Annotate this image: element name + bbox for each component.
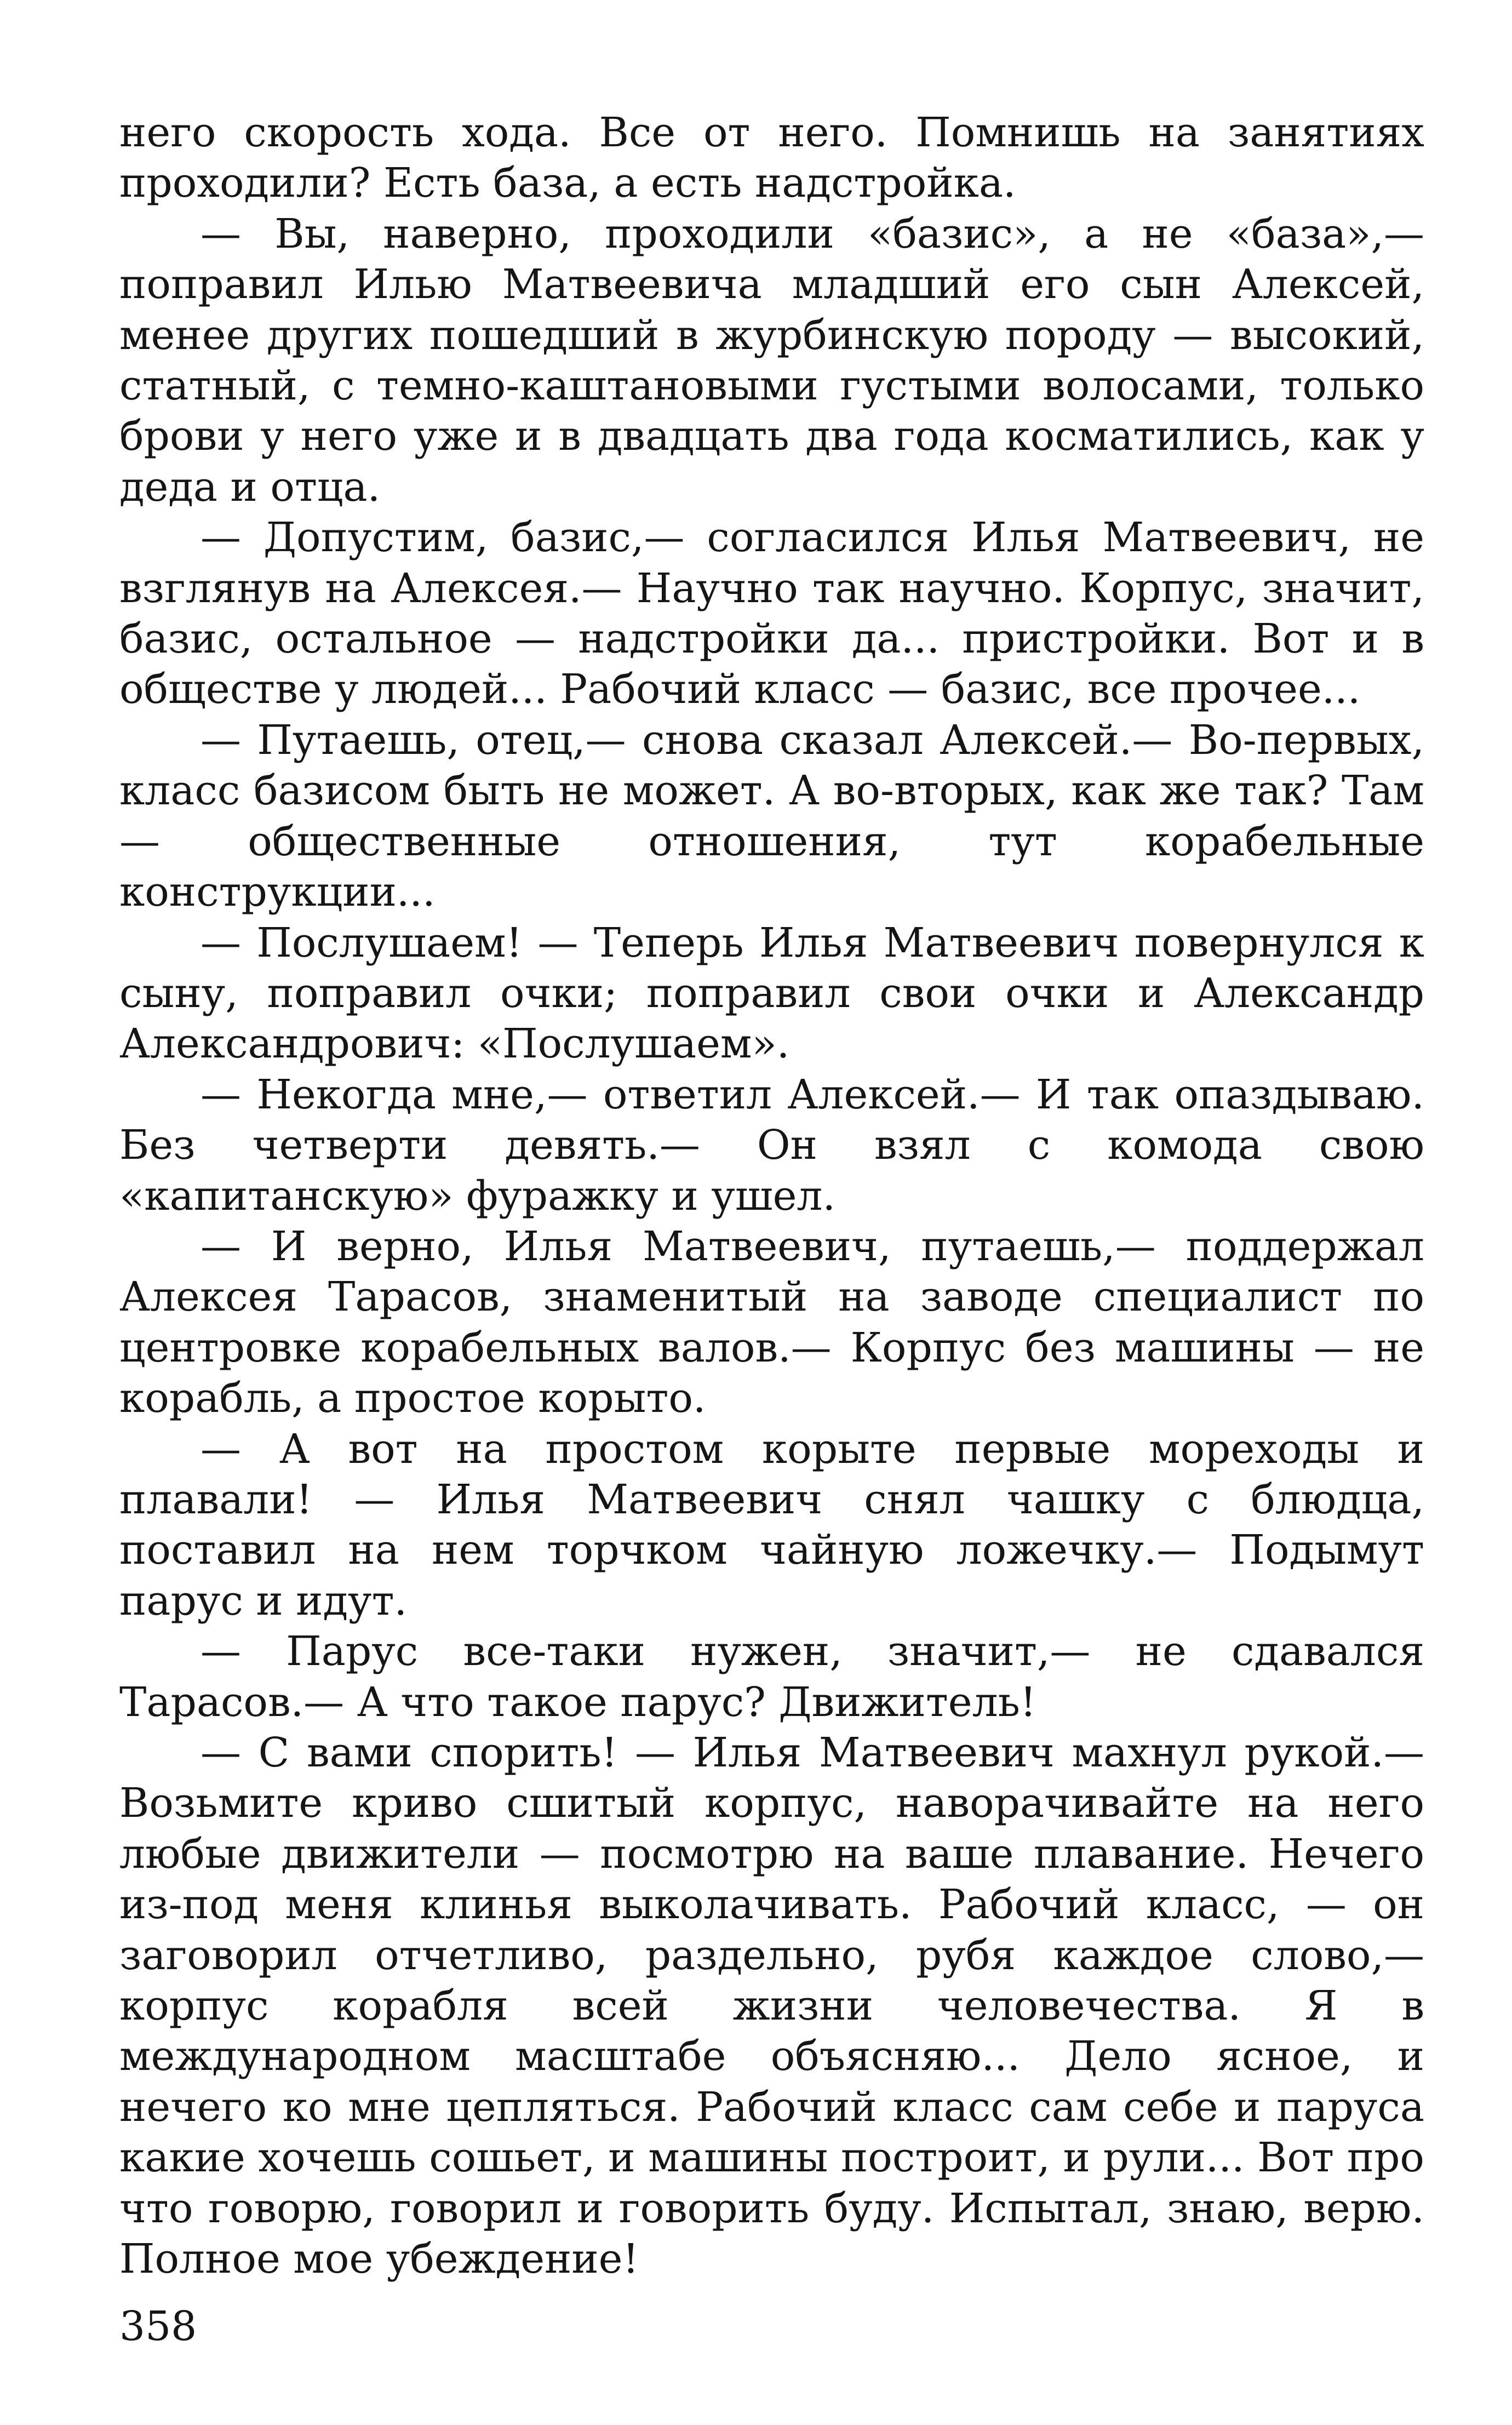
paragraph-dialogue: — Путаешь, отец,— снова сказал Алексей.— Во-первых, класс базисом быть не может. А во-вторых, как же так? Там — общественные отношения, тут корабельные конструкции... bbox=[119, 716, 1424, 916]
paragraph-dialogue: — Некогда мне,— ответил Алексей.— И так опаздываю. Без четверти девять.— Он взял с комода свою «капитанскую» фуражку и ушел. bbox=[119, 1071, 1424, 1220]
paragraph-dialogue: — Послушаем! — Теперь Илья Матвеевич повернулся к сыну, поправил очки; поправил свои очки и Александр Александрович: «Послушаем». bbox=[119, 919, 1424, 1068]
paragraph-dialogue: — А вот на простом корыте первые мореходы и плавали! — Илья Матвеевич снял чашку с блюдца, поставил на нем торчком чайную ложечку.— Подымут парус и идут. bbox=[119, 1425, 1424, 1625]
paragraph-continuation: него скорость хода. Все от него. Помнишь на занятиях проходили? Есть база, а есть надстройка. bbox=[119, 109, 1424, 207]
page-body bbox=[119, 107, 1424, 2284]
paragraph-dialogue: — Парус все-таки нужен, значит,— не сдавался Тарасов.— А что такое парус? Движитель! bbox=[119, 1628, 1424, 1726]
paragraph-dialogue: — Допустим, базис,— согласился Илья Матвеевич, не взглянув на Алексея.— Научно так научно. Корпус, значит, базис, остальное — надстройки да... пристройки. Вот и в обществе у людей... Рабочий класс — базис, все прочее... bbox=[119, 514, 1424, 713]
page-number: 358 bbox=[119, 2303, 197, 2350]
paragraph-dialogue: — И верно, Илья Матвеевич, путаешь,— поддержал Алексея Тарасов, знаменитый на заводе специалист по центровке корабельных валов.— Корпус без машины — не корабль, а простое корыто. bbox=[119, 1222, 1424, 1422]
paragraph-dialogue: — С вами спорить! — Илья Матвеевич махнул рукой.— Возьмите криво сшитый корпус, наворачивайте на него любые движители — посмотрю на ваше плавание. Нечего из-под меня клинья выколачивать. Рабочий класс, — он заговорил отчетливо, раздельно, рубя каждое слово,— корпус корабля всей жизни человечества. Я в международном масштабе объясняю... Дело ясное, и нечего ко мне цепляться. Рабочий класс сам себе и паруса какие хочешь сошьет, и машины построит, и рули... Вот про что говорю, говорил и говорить буду. Испытал, знаю, верю. Полное мое убеждение! bbox=[119, 1729, 1424, 2283]
paragraph-dialogue: — Вы, наверно, проходили «базис», а не «база»,— поправил Илью Матвеевича младший его сын Алексей, менее других пошедший в журбинскую породу — высокий, статный, с темно-каштановыми густыми волосами, только брови у него уже и в двадцать два года косматились, как у деда и отца. bbox=[119, 210, 1424, 511]
